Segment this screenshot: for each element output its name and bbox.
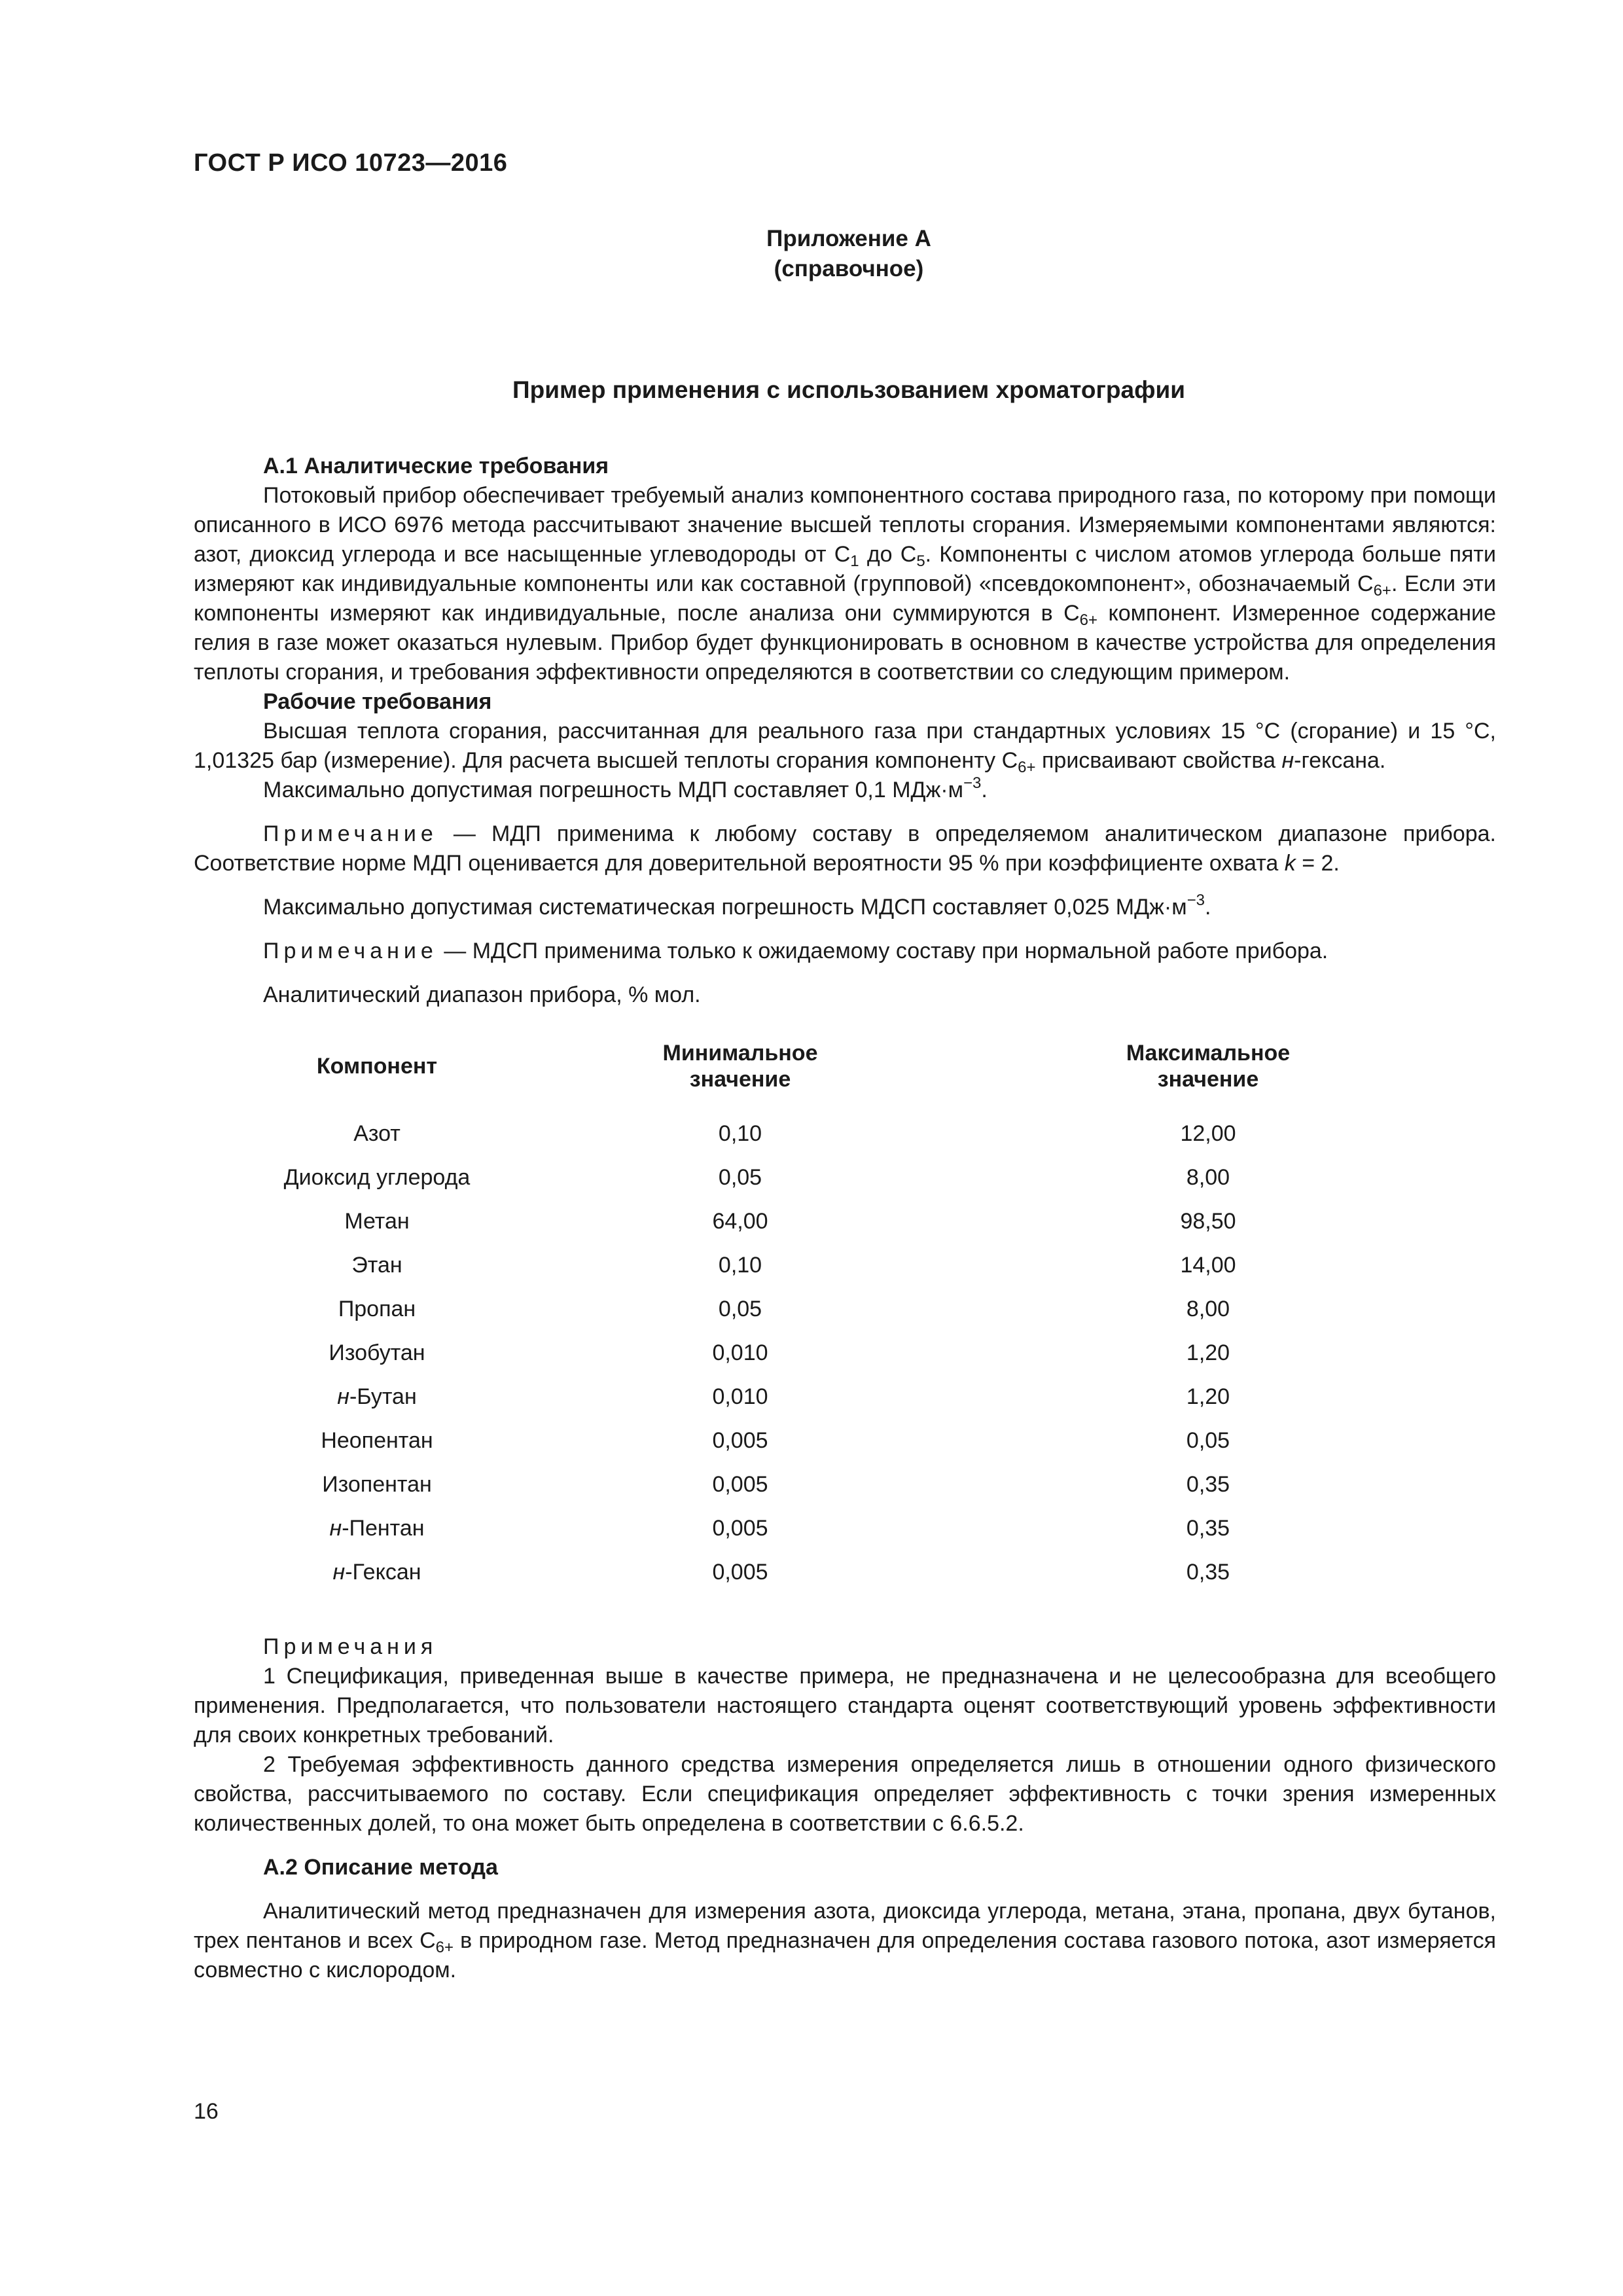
page-number: 16 bbox=[194, 2099, 219, 2124]
min-cell: 0,10 bbox=[718, 1253, 762, 1278]
section-a2-heading: А.2 Описание метода bbox=[263, 1855, 498, 1880]
component-cell bbox=[194, 1419, 560, 1463]
component-name: Изобутан bbox=[329, 1340, 425, 1365]
min-cell: 0,05 bbox=[718, 1165, 762, 1190]
component-cell bbox=[194, 1200, 560, 1244]
text-run: . bbox=[1204, 895, 1211, 920]
max-cell: 12,00 bbox=[1180, 1121, 1236, 1146]
min-cell: 0,005 bbox=[712, 1428, 768, 1453]
superscript: −3 bbox=[963, 774, 982, 792]
subscript: 5 bbox=[916, 552, 925, 570]
table-row bbox=[194, 1375, 1496, 1419]
component-name: Метан bbox=[344, 1209, 410, 1234]
component-cell bbox=[194, 1551, 560, 1594]
text-run: компонент. Измеренное содержание гелия в газе может оказаться нулевым. Прибор будет функционировать в основном в качестве устройства для определения теплоты сгорания, и требования эффективности определяются в соответствии со следующим примером. bbox=[194, 601, 1496, 685]
subscript: 6+ bbox=[1079, 611, 1098, 629]
component-cell bbox=[194, 1331, 560, 1375]
annex-title: Пример применения с использованием хроматографии bbox=[512, 376, 1185, 403]
subscript: 6+ bbox=[435, 1939, 454, 1956]
text-run: в природном газе. Метод предназначен для определения состава газового потока, азот измеряется совместно с кислородом. bbox=[194, 1928, 1497, 1982]
table-row bbox=[194, 1287, 1496, 1331]
component-cell bbox=[194, 1156, 560, 1200]
range-intro: Аналитический диапазон прибора, % мол. bbox=[263, 982, 701, 1007]
document-body bbox=[194, 452, 1496, 1985]
min-cell: 0,10 bbox=[718, 1121, 762, 1146]
work-requirements-heading: Рабочие требования bbox=[263, 689, 492, 714]
italic-run: k bbox=[1284, 851, 1296, 876]
min-cell: 0,005 bbox=[712, 1516, 768, 1541]
text-run: Аналитический метод предназначен для измерения азота, диоксида углерода, метана, этана, пропана, двух бутанов, трех пентанов и всех С bbox=[194, 1899, 1496, 1953]
text-run: . Если эти компоненты измеряют как индивидуальные, после анализа они суммируются в С bbox=[194, 571, 1496, 626]
min-cell: 0,005 bbox=[712, 1472, 768, 1497]
note-label: Примечание bbox=[263, 821, 438, 846]
header-line: Максимальное bbox=[1126, 1041, 1291, 1066]
header-line: значение bbox=[689, 1067, 791, 1092]
table-row bbox=[194, 1156, 1496, 1200]
column-header-max bbox=[920, 1040, 1496, 1112]
min-cell: 64,00 bbox=[712, 1209, 768, 1234]
min-cell: 0,05 bbox=[718, 1297, 762, 1321]
min-cell: 0,010 bbox=[712, 1340, 768, 1365]
text-run: Максимально допустимая погрешность МДП составляет 0,1 МДж·м bbox=[263, 778, 964, 802]
component-cell bbox=[194, 1463, 560, 1507]
table-row bbox=[194, 1112, 1496, 1156]
component-name: -Пентан bbox=[342, 1516, 425, 1541]
work-requirements-paragraph bbox=[194, 717, 1496, 776]
annex-heading bbox=[0, 224, 1623, 284]
max-cell: 0,35 bbox=[1186, 1472, 1230, 1497]
section-a1-heading: А.1 Аналитические требования bbox=[263, 454, 609, 478]
subscript: 6+ bbox=[1018, 759, 1036, 776]
min-cell: 0,010 bbox=[712, 1384, 768, 1409]
max-cell: 0,35 bbox=[1186, 1560, 1230, 1585]
section-a1-paragraph bbox=[194, 481, 1496, 687]
text-run: — МДСП применима только к ожидаемому составу при нормальной работе прибора. bbox=[437, 939, 1329, 963]
notes-label bbox=[194, 1632, 1496, 1662]
component-name: Диоксид углерода bbox=[283, 1165, 471, 1190]
subscript: 1 bbox=[850, 552, 859, 570]
component-name: Этан bbox=[351, 1253, 402, 1278]
table-row bbox=[194, 1244, 1496, 1287]
superscript: −3 bbox=[1186, 891, 1205, 909]
max-cell: 14,00 bbox=[1180, 1253, 1236, 1278]
annex-label: Приложение А bbox=[766, 226, 931, 251]
italic-prefix: н bbox=[329, 1516, 342, 1541]
note-2: 2 Требуемая эффективность данного средства измерения определяется лишь в отношении одного физического свойства, рассчитываемого по составу. Если спецификация определяет эффективность с точки зрения измеренных количественных долей, то она может быть определена в соответствии с 6.6.5.2. bbox=[194, 1752, 1496, 1836]
column-header-component: Компонент bbox=[316, 1054, 438, 1079]
text-run: Потоковый прибор обеспечивает требуемый анализ компонентного состава природного газа, по которому при помощи описанного в ИСО 6976 метода рассчитывают значение высшей теплоты сгорания. Измеряемыми компонентами являются: азот, диоксид углерода и все насыщенные углеводороды от С bbox=[194, 483, 1496, 567]
table-row bbox=[194, 1551, 1496, 1594]
component-name: -Бутан bbox=[349, 1384, 417, 1409]
text-run: Максимально допустимая систематическая погрешность МДСП составляет 0,025 МДж·м bbox=[263, 895, 1187, 920]
component-name: Азот bbox=[353, 1121, 401, 1146]
header-line: Минимальное bbox=[662, 1041, 818, 1066]
note-label: Примечание bbox=[263, 939, 438, 963]
min-cell: 0,005 bbox=[712, 1560, 768, 1585]
max-cell: 8,00 bbox=[1186, 1297, 1230, 1321]
analytical-range-table bbox=[194, 1040, 1496, 1594]
section-a2-paragraph bbox=[194, 1897, 1496, 1985]
note-mpse bbox=[194, 937, 1496, 966]
text-run: присваивают свойства bbox=[1035, 748, 1282, 773]
text-run: до С bbox=[859, 542, 917, 567]
mpse-statement bbox=[194, 893, 1496, 922]
text-run: = 2. bbox=[1295, 851, 1340, 876]
note-label: Примечания bbox=[263, 1634, 438, 1659]
column-header-min bbox=[560, 1040, 920, 1112]
max-cell: 0,35 bbox=[1186, 1516, 1230, 1541]
table-row bbox=[194, 1200, 1496, 1244]
annex-type: (справочное) bbox=[774, 256, 924, 281]
max-cell: 98,50 bbox=[1180, 1209, 1236, 1234]
table-row bbox=[194, 1331, 1496, 1375]
component-name: Изопентан bbox=[322, 1472, 432, 1497]
standard-header: ГОСТ Р ИСО 10723—2016 bbox=[194, 149, 508, 177]
italic-prefix: н bbox=[337, 1384, 349, 1409]
text-run: Высшая теплота сгорания, рассчитанная для реального газа при стандартных условиях 15 °C (сгорание) и 15 °C, 1,01325 бар (измерение). Для расчета высшей теплоты сгорания компоненту С bbox=[194, 719, 1496, 773]
component-name: -Гексан bbox=[345, 1560, 421, 1585]
subscript: 6+ bbox=[1373, 582, 1391, 600]
component-cell bbox=[194, 1507, 560, 1551]
italic-run: н bbox=[1281, 748, 1294, 773]
table-row bbox=[194, 1507, 1496, 1551]
table-row bbox=[194, 1463, 1496, 1507]
component-name: Пропан bbox=[338, 1297, 416, 1321]
table-row bbox=[194, 1419, 1496, 1463]
component-cell bbox=[194, 1375, 560, 1419]
text-run: . bbox=[981, 778, 988, 802]
table-header-row bbox=[194, 1040, 1496, 1112]
component-name: Неопентан bbox=[321, 1428, 433, 1453]
component-cell bbox=[194, 1244, 560, 1287]
note-mpe bbox=[194, 819, 1496, 878]
max-cell: 1,20 bbox=[1186, 1340, 1230, 1365]
text-run: -гексана. bbox=[1294, 748, 1386, 773]
max-cell: 8,00 bbox=[1186, 1165, 1230, 1190]
text-run: — МДП применима к любому составу в определяемом аналитическом диапазоне прибора. Соответствие норме МДП оценивается для доверительной вероятности 95 % при коэффициенте охвата bbox=[194, 821, 1496, 876]
note-1: 1 Спецификация, приведенная выше в качестве примера, не предназначена и не целесообразна для всеобщего применения. Предполагается, что пользователи настоящего стандарта оценят соответствующий уровень эффективности для своих конкретных требований. bbox=[194, 1664, 1496, 1748]
text-run: . Компоненты с числом атомов углерода больше пяти измеряют как индивидуальные компоненты или как составной (групповой) «псевдокомпонент», обозначаемый С bbox=[194, 542, 1496, 596]
max-cell: 0,05 bbox=[1186, 1428, 1230, 1453]
component-cell bbox=[194, 1287, 560, 1331]
mpe-statement bbox=[194, 776, 1496, 805]
component-cell bbox=[194, 1112, 560, 1156]
header-line: значение bbox=[1157, 1067, 1259, 1092]
max-cell: 1,20 bbox=[1186, 1384, 1230, 1409]
italic-prefix: н bbox=[332, 1560, 346, 1585]
